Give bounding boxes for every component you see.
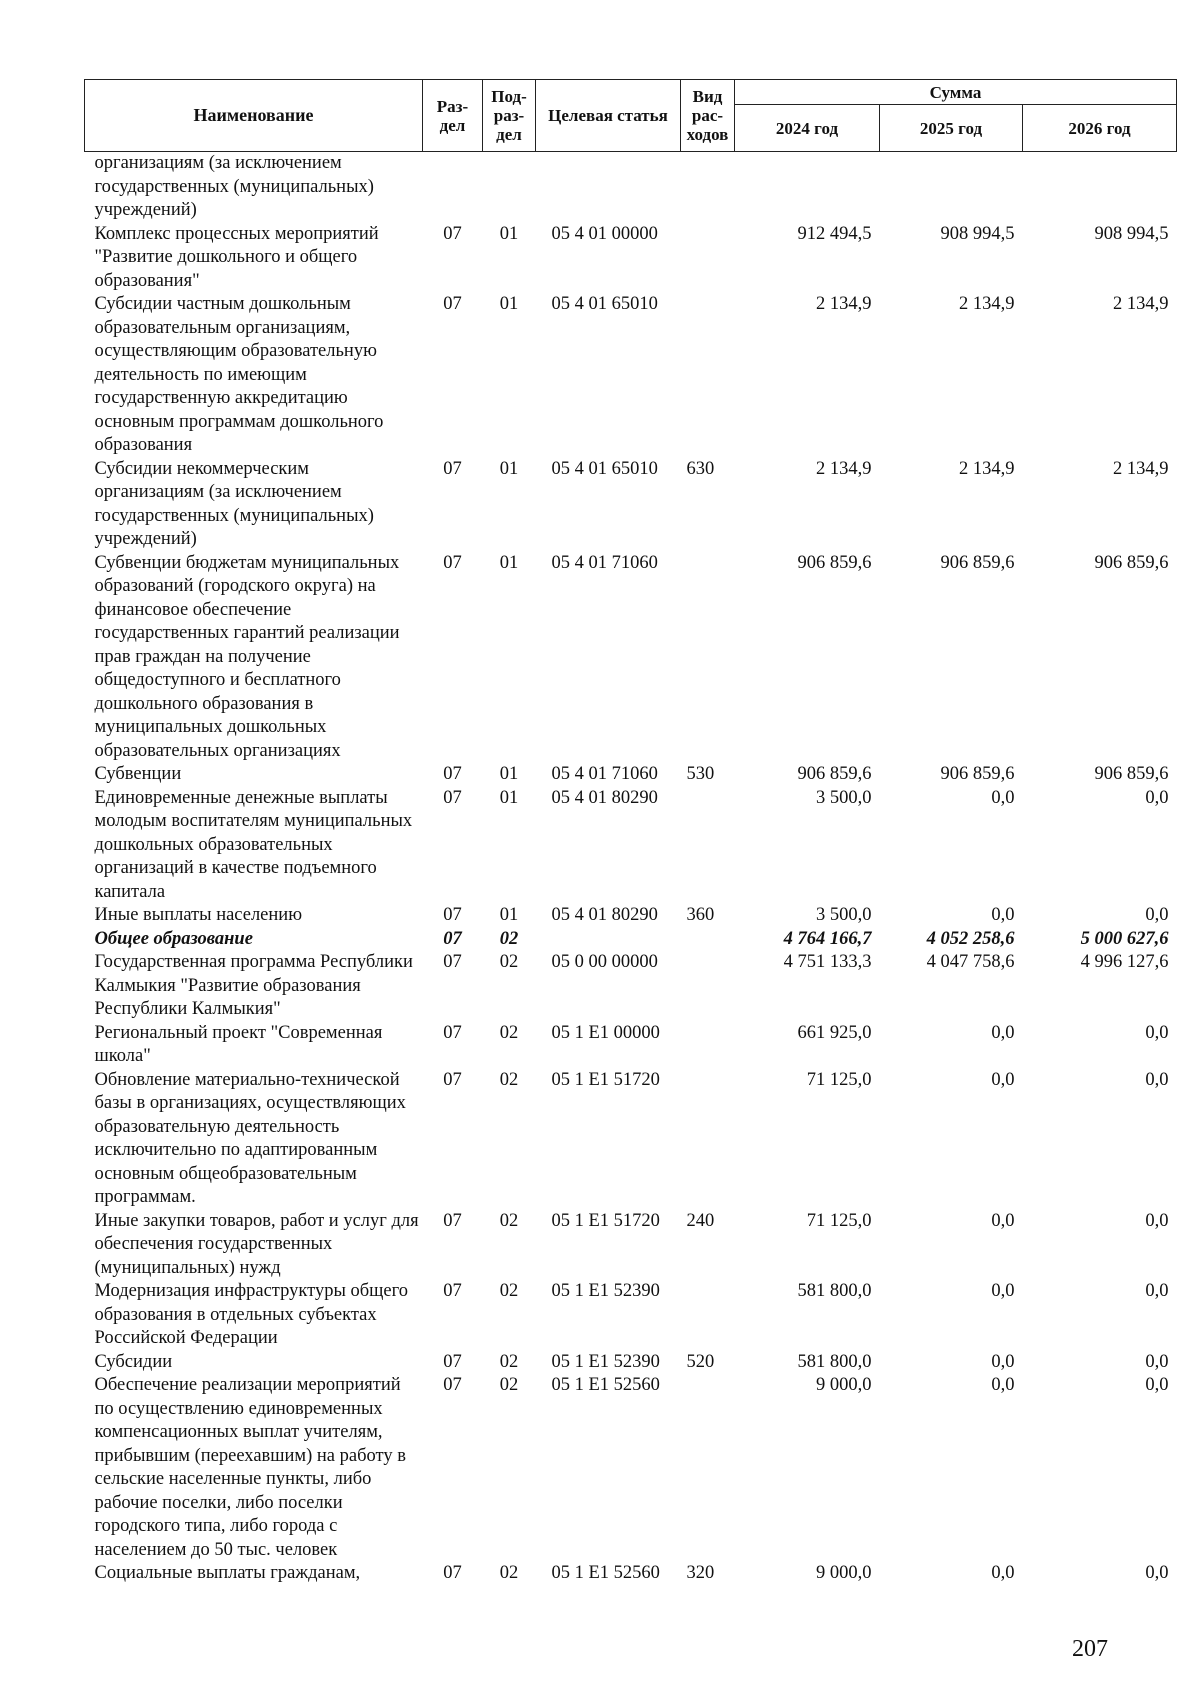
header-podrazdel: Под- раз- дел bbox=[483, 80, 536, 152]
row-sum-2026: 0,0 bbox=[1145, 1069, 1169, 1090]
row-celevaya-statya: 05 4 01 80290 bbox=[551, 905, 658, 925]
row-sum-2025: 0,0 bbox=[991, 1375, 1015, 1395]
row-podrazdel: 01 bbox=[499, 905, 519, 925]
row-razdel: 07 bbox=[443, 764, 462, 784]
row-podrazdel: 01 bbox=[499, 764, 519, 784]
table-row bbox=[85, 763, 1177, 787]
row-sum-2026: 5 000 627,6 bbox=[1080, 928, 1169, 949]
row-name: организациям (за исключением государственных (муниципальных) учреждений) bbox=[94, 153, 374, 220]
row-sum-2025: 0,0 bbox=[991, 1281, 1015, 1301]
row-podrazdel: 02 bbox=[499, 1022, 519, 1043]
row-name: Модернизация инфраструктуры общего образования в отдельных субъектах Российской Федерации bbox=[94, 1281, 408, 1348]
row-sum-2024: 4 751 133,3 bbox=[783, 952, 872, 972]
row-sum-2026: 4 996 127,6 bbox=[1080, 952, 1169, 972]
row-vid-rashodov bbox=[681, 1022, 735, 1069]
row-sum-2026: 0,0 bbox=[1145, 1375, 1169, 1395]
row-sum-2025: 908 994,5 bbox=[940, 223, 1015, 244]
header-summa: Сумма bbox=[735, 80, 1177, 105]
row-razdel: 07 bbox=[443, 458, 462, 479]
table-header bbox=[85, 80, 1177, 152]
row-podrazdel: 02 bbox=[499, 928, 519, 949]
row-celevaya-statya: 05 1 E1 52560 bbox=[551, 1563, 660, 1583]
table-row bbox=[85, 1280, 1177, 1351]
row-vid-rashodov bbox=[681, 928, 735, 952]
row-sum-2026: 0,0 bbox=[1145, 1210, 1169, 1231]
row-sum-2025: 0,0 bbox=[991, 1210, 1015, 1231]
row-sum-2025: 0,0 bbox=[991, 905, 1015, 925]
row-celevaya-statya: 05 1 E1 51720 bbox=[551, 1069, 660, 1090]
row-celevaya-statya: 05 0 00 00000 bbox=[551, 952, 658, 972]
row-podrazdel: 01 bbox=[499, 458, 519, 479]
row-name: Единовременные денежные выплаты молодым воспитателям муниципальных дошкольных образовательных организаций в качестве подъемного капитала bbox=[94, 787, 413, 902]
row-name: Субсидии частным дошкольным образовательным организациям, осуществляющим образовательную деятельность по имеющим государственную аккредитацию основным программам дошкольного образования bbox=[94, 294, 384, 455]
row-name: Субвенции бюджетам муниципальных образований (городского округа) на финансовое обеспечение государственных гарантий реализации прав граждан на получение общедоступного и бесплатного дошкольного образования в муниципальных дошкольных образовательных организациях bbox=[94, 552, 400, 761]
row-celevaya-statya: 05 4 01 00000 bbox=[551, 223, 658, 244]
row-vid-rashodov: 530 bbox=[686, 764, 715, 784]
row-sum-2024: 912 494,5 bbox=[797, 223, 872, 244]
row-podrazdel: 01 bbox=[499, 223, 519, 244]
row-sum-2026: 0,0 bbox=[1145, 1563, 1169, 1583]
row-sum-2025: 0,0 bbox=[991, 1022, 1015, 1043]
table-row bbox=[85, 1210, 1177, 1281]
row-razdel: 07 bbox=[443, 223, 462, 244]
row-name: Государственная программа Республики Калмыкия "Развитие образования Республики Калмыкия" bbox=[94, 952, 413, 1019]
row-celevaya-statya: 05 1 E1 52560 bbox=[551, 1375, 660, 1395]
row-sum-2026: 0,0 bbox=[1145, 1281, 1169, 1301]
row-vid-rashodov bbox=[681, 152, 735, 223]
row-vid-rashodov bbox=[681, 1280, 735, 1351]
table-row bbox=[85, 458, 1177, 552]
row-celevaya-statya: 05 4 01 71060 bbox=[551, 764, 658, 784]
header-razdel: Раз- дел bbox=[423, 80, 483, 152]
row-podrazdel: 01 bbox=[499, 294, 519, 314]
row-razdel: 07 bbox=[443, 294, 462, 314]
row-vid-rashodov bbox=[681, 293, 735, 458]
row-celevaya-statya: 05 4 01 65010 bbox=[551, 294, 658, 314]
row-razdel: 07 bbox=[443, 1069, 462, 1090]
row-sum-2024: 581 800,0 bbox=[797, 1281, 872, 1301]
row-sum-2024: 9 000,0 bbox=[816, 1375, 872, 1395]
row-celevaya-statya: 05 4 01 80290 bbox=[551, 787, 658, 808]
row-vid-rashodov: 240 bbox=[686, 1210, 715, 1231]
table-row bbox=[85, 951, 1177, 1022]
row-sum-2025: 0,0 bbox=[991, 1351, 1015, 1372]
row-celevaya-statya bbox=[536, 928, 681, 952]
row-razdel: 07 bbox=[443, 1563, 462, 1583]
row-name: Иные выплаты населению bbox=[94, 905, 303, 925]
row-razdel: 07 bbox=[443, 1351, 462, 1372]
header-vid: Вид рас- ходов bbox=[681, 80, 735, 152]
row-razdel bbox=[423, 152, 483, 223]
header-year-2025: 2025 год bbox=[880, 105, 1023, 152]
row-vid-rashodov: 520 bbox=[686, 1351, 715, 1372]
header-celevaya: Целевая статья bbox=[536, 80, 681, 152]
row-sum-2024: 9 000,0 bbox=[816, 1563, 872, 1583]
row-celevaya-statya: 05 1 E1 52390 bbox=[551, 1351, 660, 1372]
row-sum-2024: 906 859,6 bbox=[797, 764, 872, 784]
row-vid-rashodov bbox=[681, 552, 735, 764]
row-name: Обновление материально-технической базы в организациях, осуществляющих образовательную деятельность исключительно по адаптированным основным общеобразовательным программам. bbox=[94, 1069, 406, 1207]
row-sum-2026: 0,0 bbox=[1145, 1351, 1169, 1372]
row-vid-rashodov bbox=[681, 223, 735, 294]
row-sum-2024: 906 859,6 bbox=[797, 552, 872, 573]
row-sum-2024: 2 134,9 bbox=[816, 294, 872, 314]
row-celevaya-statya: 05 1 E1 51720 bbox=[551, 1210, 660, 1231]
row-name: Социальные выплаты гражданам, bbox=[94, 1563, 361, 1583]
row-celevaya-statya bbox=[536, 152, 681, 223]
row-razdel: 07 bbox=[443, 1281, 462, 1301]
row-name: Иные закупки товаров, работ и услуг для обеспечения государственных (муниципальных) нужд bbox=[94, 1210, 419, 1278]
row-razdel: 07 bbox=[443, 552, 462, 573]
row-sum-2025: 0,0 bbox=[991, 1069, 1015, 1090]
row-razdel: 07 bbox=[443, 1022, 462, 1043]
table-row bbox=[85, 928, 1177, 952]
row-podrazdel: 02 bbox=[499, 1210, 519, 1231]
row-vid-rashodov: 360 bbox=[686, 905, 715, 925]
row-sum-2026: 2 134,9 bbox=[1113, 458, 1169, 479]
row-razdel: 07 bbox=[443, 1210, 462, 1231]
row-sum-2026: 906 859,6 bbox=[1094, 764, 1169, 784]
row-podrazdel: 02 bbox=[499, 1281, 519, 1301]
row-sum-2025: 0,0 bbox=[991, 787, 1015, 808]
row-sum-2025: 4 052 258,6 bbox=[926, 928, 1015, 949]
row-podrazdel: 02 bbox=[499, 1375, 519, 1395]
row-razdel: 07 bbox=[443, 952, 462, 972]
row-sum-2024: 3 500,0 bbox=[816, 787, 872, 808]
row-sum-2025: 2 134,9 bbox=[959, 294, 1015, 314]
table-row bbox=[85, 787, 1177, 905]
table-row bbox=[85, 1022, 1177, 1069]
table-row bbox=[85, 223, 1177, 294]
row-podrazdel: 01 bbox=[499, 787, 519, 808]
row-podrazdel: 02 bbox=[499, 1069, 519, 1090]
row-sum-2024 bbox=[735, 152, 880, 223]
row-celevaya-statya: 05 1 E1 52390 bbox=[551, 1281, 660, 1301]
row-razdel: 07 bbox=[443, 928, 462, 949]
row-vid-rashodov: 320 bbox=[686, 1563, 715, 1583]
row-sum-2025: 4 047 758,6 bbox=[926, 952, 1015, 972]
header-year-2026: 2026 год bbox=[1023, 105, 1177, 152]
row-celevaya-statya: 05 4 01 65010 bbox=[551, 458, 658, 479]
row-name: Региональный проект "Современная школа" bbox=[94, 1022, 383, 1066]
row-sum-2024: 661 925,0 bbox=[797, 1022, 872, 1043]
row-sum-2026: 2 134,9 bbox=[1113, 294, 1169, 314]
row-sum-2024: 71 125,0 bbox=[806, 1210, 872, 1231]
row-name: Субсидии bbox=[94, 1351, 173, 1372]
row-sum-2025: 0,0 bbox=[991, 1563, 1015, 1583]
row-sum-2024: 581 800,0 bbox=[797, 1351, 872, 1372]
row-sum-2026: 906 859,6 bbox=[1094, 552, 1169, 573]
row-podrazdel: 02 bbox=[499, 1563, 519, 1583]
budget-table bbox=[84, 79, 1177, 1586]
row-sum-2024: 3 500,0 bbox=[816, 905, 872, 925]
table-row bbox=[85, 1374, 1177, 1562]
row-name: Субсидии некоммерческим организациям (за исключением государственных (муниципальных) учреждений) bbox=[94, 458, 374, 549]
row-podrazdel: 01 bbox=[499, 552, 519, 573]
row-celevaya-statya: 05 1 E1 00000 bbox=[551, 1022, 660, 1043]
table-body bbox=[85, 152, 1177, 1586]
row-name: Общее образование bbox=[94, 928, 253, 949]
row-sum-2026: 0,0 bbox=[1145, 1022, 1169, 1043]
table-row bbox=[85, 552, 1177, 764]
row-vid-rashodov bbox=[681, 787, 735, 905]
table-row bbox=[85, 1069, 1177, 1210]
row-podrazdel: 02 bbox=[499, 1351, 519, 1372]
table-row bbox=[85, 293, 1177, 458]
table-row bbox=[85, 1351, 1177, 1375]
row-podrazdel bbox=[483, 152, 536, 223]
row-vid-rashodov bbox=[681, 1374, 735, 1562]
row-sum-2026: 0,0 bbox=[1145, 905, 1169, 925]
row-sum-2026: 0,0 bbox=[1145, 787, 1169, 808]
page-number: 207 bbox=[1072, 1636, 1108, 1662]
header-name: Наименование bbox=[85, 80, 423, 152]
row-name: Обеспечение реализации мероприятий по осуществлению единовременных компенсационных выплат учителям, прибывшим (переехавшим) на работу в сельские населенные пункты, либо рабочие поселки, либо поселки городского типа, либо города с населением до 50 тыс. человек bbox=[94, 1375, 406, 1560]
row-sum-2024: 71 125,0 bbox=[806, 1069, 872, 1090]
row-vid-rashodov: 630 bbox=[686, 458, 715, 479]
row-sum-2024: 2 134,9 bbox=[816, 458, 872, 479]
row-razdel: 07 bbox=[443, 787, 462, 808]
table-row bbox=[85, 904, 1177, 928]
row-sum-2025: 2 134,9 bbox=[959, 458, 1015, 479]
row-name: Субвенции bbox=[94, 764, 182, 784]
row-sum-2026: 908 994,5 bbox=[1094, 223, 1169, 244]
table-row bbox=[85, 152, 1177, 223]
row-vid-rashodov bbox=[681, 1069, 735, 1210]
row-sum-2024: 4 764 166,7 bbox=[783, 928, 872, 949]
row-sum-2026 bbox=[1023, 152, 1177, 223]
row-podrazdel: 02 bbox=[499, 952, 519, 972]
row-sum-2025: 906 859,6 bbox=[940, 552, 1015, 573]
row-sum-2025 bbox=[880, 152, 1023, 223]
header-year-2024: 2024 год bbox=[735, 105, 880, 152]
table-row bbox=[85, 1562, 1177, 1586]
row-celevaya-statya: 05 4 01 71060 bbox=[551, 552, 658, 573]
budget-page bbox=[84, 79, 1176, 1586]
row-razdel: 07 bbox=[443, 905, 462, 925]
row-vid-rashodov bbox=[681, 951, 735, 1022]
row-name: Комплекс процессных мероприятий "Развитие дошкольного и общего образования" bbox=[94, 223, 379, 291]
row-razdel: 07 bbox=[443, 1375, 462, 1395]
row-sum-2025: 906 859,6 bbox=[940, 764, 1015, 784]
